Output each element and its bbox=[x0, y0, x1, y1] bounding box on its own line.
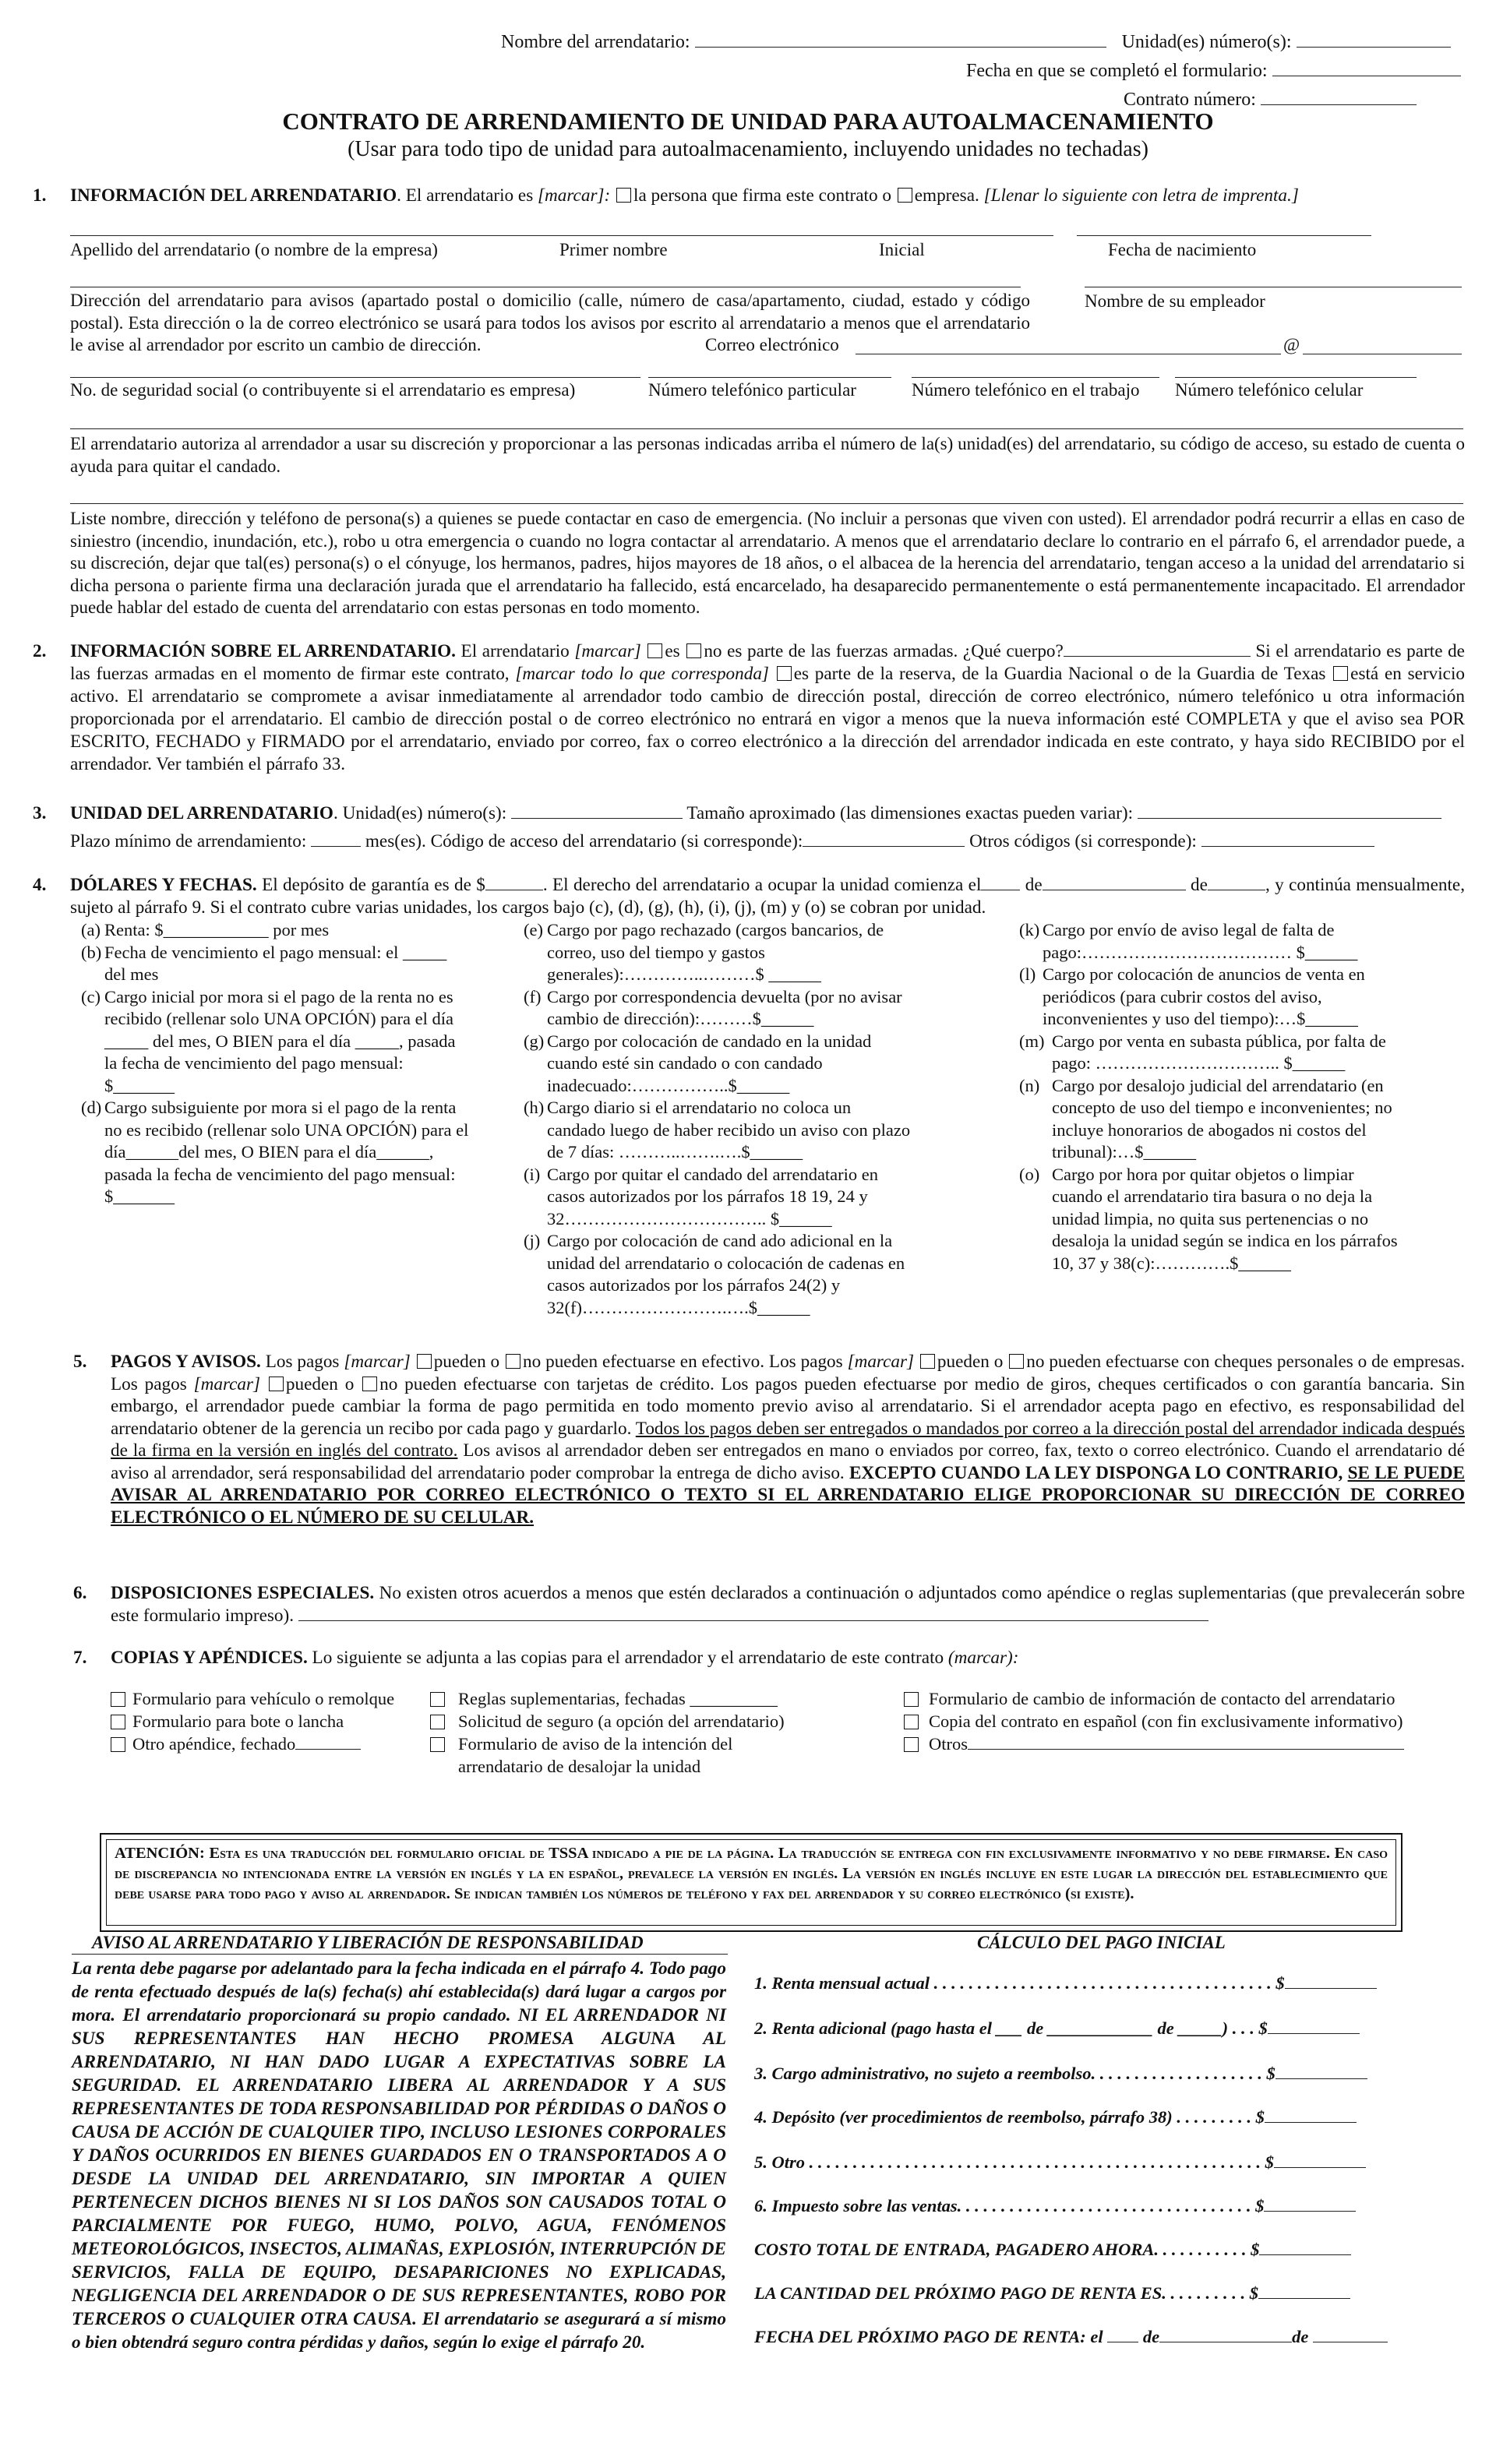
section-text: de bbox=[1191, 875, 1208, 895]
appendix-label: Copia del contrato en español (con fin exclusivamente informativo) bbox=[929, 1711, 1403, 1731]
section-text: El arrendatario se compromete a avisar inmediatamente al arrendador todo cambio de dirección postal, dirección de correo electrónico, número telefónico u otra información proporcionada por el arrendatario. El cambio de dirección postal o de correo electrónico no entrará en vigor a menos que la nueva información esté COMPLETA y que el aviso sea POR ESCRITO, FECHADO y FIRMADO por el arrendatario, enviado por correo, fax o correo electrónico a la dirección del arrendador indicada en este contrato, y haya sido RECIBIDO por el arrendador. Ver también el párrafo 33. bbox=[70, 686, 1465, 774]
appendix-label: Formulario para bote o lancha bbox=[132, 1711, 344, 1731]
min-term-label: Plazo mínimo de arrendamiento: bbox=[70, 831, 307, 851]
calc-row bbox=[754, 2061, 1432, 2084]
print-note: [Llenar lo siguiente con letra de imprenta.] bbox=[983, 185, 1299, 206]
cash-allowed-checkbox[interactable] bbox=[417, 1354, 432, 1369]
monthly-rent-amount-input[interactable] bbox=[1285, 1971, 1377, 1989]
other-amount-input[interactable] bbox=[1274, 2150, 1366, 2168]
payment-address-text: Todos los pagos deben ser entregados o mandados por correo a la dirección postal del arrendador indicada después de la firma en la versión en inglés del contrato. bbox=[111, 1418, 1465, 1461]
charge-item bbox=[81, 1097, 471, 1208]
item-key: (g) bbox=[524, 1031, 545, 1051]
section-text: Lo siguiente se adjunta a las copias para el arrendador y el arrendatario de este contrato bbox=[307, 1648, 948, 1668]
military-yes-checkbox[interactable] bbox=[647, 643, 662, 658]
charges-column-3 bbox=[1019, 919, 1409, 1274]
option-label: no pueden efectuarse con tarjetas de crédito. bbox=[379, 1373, 714, 1394]
unit-numbers-label: Unidad(es) número(s): bbox=[1121, 32, 1292, 52]
other-codes-label: Otros códigos (si corresponde): bbox=[969, 831, 1197, 851]
work-phone-line[interactable] bbox=[912, 377, 1159, 378]
section-number: 5. bbox=[73, 1352, 87, 1372]
boat-form-checkbox[interactable] bbox=[111, 1715, 125, 1729]
item-key: (c) bbox=[81, 986, 101, 1006]
item-text: Cargo subsiguiente por mora si el pago de la renta no es recibido (rellenar solo UNA OPCIÓN) para el día______del mes, O BIEN para el día______, pasada la fecha de vencimiento del pago mensual: $_______ bbox=[104, 1098, 469, 1206]
calc-row-label: LA CANTIDAD DEL PRÓXIMO PAGO DE RENTA ES. . . . . . . . . . $ bbox=[754, 2283, 1258, 2303]
appendix-column-2 bbox=[430, 1687, 820, 1778]
surname-label: Apellido del arrendatario (o nombre de la empresa) bbox=[70, 240, 438, 259]
item-key: (e) bbox=[524, 920, 543, 939]
employer-label: Nombre de su empleador bbox=[1085, 291, 1265, 311]
section-heading: DISPOSICIONES ESPECIALES. bbox=[111, 1583, 375, 1603]
option-label: la persona que firma este contrato o bbox=[633, 185, 891, 206]
charge-item bbox=[524, 1230, 913, 1319]
appendix-label: Formulario de aviso de la intención del arrendatario de desalojar la unidad bbox=[458, 1734, 733, 1776]
section-text: . El derecho del arrendatario a ocupar la unidad comienza el bbox=[542, 875, 982, 895]
tenant-name-input[interactable] bbox=[695, 30, 1106, 48]
appendix-label: Otros bbox=[929, 1734, 968, 1754]
charge-item bbox=[1019, 1164, 1409, 1275]
charge-item bbox=[524, 1097, 913, 1164]
spanish-copy-checkbox[interactable] bbox=[904, 1715, 919, 1729]
section-6 bbox=[73, 1582, 1466, 1627]
other-codes-input[interactable] bbox=[1201, 832, 1374, 847]
dob-line[interactable] bbox=[1077, 235, 1371, 236]
item-key: (o) bbox=[1019, 1164, 1040, 1184]
total-move-in-amount-input[interactable] bbox=[1259, 2237, 1351, 2255]
section-number: 7. bbox=[73, 1648, 87, 1668]
tenant-name-label: Nombre del arrendatario: bbox=[501, 32, 690, 52]
item-key: (a) bbox=[81, 920, 101, 939]
emergency-contacts-text: Liste nombre, dirección y teléfono de persona(s) a quienes se puede contactar en caso de emergencia. (No incluir a personas que viven con usted). El arrendador podrá recurrir a ellas en caso de siniestro (incendio, inundación, etc.), robo u otra emergencia o cuando no logra contactar al arrendatario. A menos que el arrendatario declare lo contrario en el párrafo 6, el arrendador puede, a su discreción, dejar que tal(es) persona(s) o el cónyuge, los hermanos, padres, hijos mayores de 18 años, o el albacea de la herencia del arrendatario, tengan acceso a la unidad del arrendatario si dicha persona o pariente firma una declaración jurada que el arrendatario ha fallecido, está encarcelado, ha desaparecido permanentemente o está permanentemente incapacitado. El arrendador puede hablar del estado de cuenta del arrendatario con estas personas en todo momento. bbox=[70, 509, 1465, 617]
item-key: (k) bbox=[1019, 920, 1040, 939]
charge-item bbox=[524, 1164, 913, 1231]
start-day-input[interactable] bbox=[981, 876, 1020, 890]
calc-row-label: 3. Cargo administrativo, no sujeto a reembolso. . . . . . . . . . . . . . . . . . . . $ bbox=[754, 2064, 1275, 2083]
calc-row bbox=[754, 2237, 1432, 2260]
ssn-label: No. de seguridad social (o contribuyente si el arrendatario es empresa) bbox=[70, 380, 576, 400]
item-key: (l) bbox=[1019, 964, 1036, 984]
calc-row-label: 4. Depósito (ver procedimientos de reembolso, párrafo 38) . . . . . . . . . $ bbox=[754, 2107, 1265, 2127]
mark-note: (marcar): bbox=[947, 1648, 1019, 1668]
charge-item bbox=[81, 986, 471, 1098]
calc-row bbox=[754, 2194, 1432, 2216]
section-text: El arrendatario bbox=[455, 641, 575, 661]
unit-size-input[interactable] bbox=[1138, 804, 1441, 819]
calc-row bbox=[754, 2150, 1432, 2173]
option-label: pueden o bbox=[937, 1352, 1004, 1372]
date-completed-row bbox=[966, 58, 1461, 82]
section-text: El depósito de garantía es de $ bbox=[256, 875, 485, 895]
calc-row bbox=[754, 1971, 1432, 1993]
sales-tax-amount-input[interactable] bbox=[1264, 2194, 1356, 2212]
option-label: no pueden efectuarse en efectivo. bbox=[523, 1352, 765, 1372]
mark-note: [marcar]: bbox=[538, 185, 611, 206]
item-text: Cargo por desalojo judicial del arrendatario (en concepto de uso del tiempo e inconvenientes; no incluye honorarios de abogados ni costos del tribunal):…$______ bbox=[1052, 1075, 1392, 1161]
initial-label: Inicial bbox=[879, 240, 925, 259]
item-key: (b) bbox=[81, 942, 102, 962]
checks-allowed-checkbox[interactable] bbox=[920, 1354, 935, 1369]
calc-row-label: 2. Renta adicional (pago hasta el ___ de ____________ de _____) . . . $ bbox=[754, 2018, 1268, 2038]
charge-item bbox=[81, 919, 471, 942]
section-number: 6. bbox=[73, 1583, 87, 1603]
authorized-persons-line[interactable] bbox=[70, 428, 1463, 429]
calc-row bbox=[754, 2016, 1432, 2039]
section-number: 4. bbox=[33, 875, 47, 895]
item-text: Cargo inicial por mora si el pago de la renta no es recibido (rellenar solo UNA OPCIÓN) para el día _____ del mes, O BIEN para el día _____, pasada la fecha de vencimiento del pago mensual: $_______ bbox=[104, 986, 456, 1095]
calc-row-label: FECHA DEL PRÓXIMO PAGO DE RENTA: bbox=[754, 2327, 1086, 2346]
mark-note: [marcar] bbox=[847, 1352, 915, 1372]
section-text: Los pagos pueden efectuarse por medio de giros, cheques certificados o con garantía bancaria. Sin embargo, el arrendador puede cambiar la forma de pago permitida en todo momento previo aviso al arrendatario. Si el arrendador acepta pago en efectivo, es responsabilidad del arrendatario obtener de la gerencia un recibo por cada pago y guardarlo. bbox=[111, 1373, 1465, 1439]
deposit-input[interactable] bbox=[485, 876, 543, 890]
item-key: (d) bbox=[81, 1098, 102, 1117]
option-label: pueden o bbox=[285, 1373, 355, 1394]
other-appendix-date-input[interactable] bbox=[295, 1735, 361, 1750]
date-completed-input[interactable] bbox=[1272, 58, 1461, 76]
ssn-line[interactable] bbox=[70, 377, 640, 378]
start-month-input[interactable] bbox=[1043, 876, 1186, 890]
military-branch-input[interactable] bbox=[1064, 642, 1251, 657]
option-label: pueden o bbox=[433, 1352, 500, 1372]
item-text: Cargo por colocación de anuncios de venta en periódicos (para cubrir costos del aviso, inconvenientes y uso del tiempo):…$______ bbox=[1043, 964, 1365, 1028]
admin-fee-amount-input[interactable] bbox=[1275, 2061, 1367, 2079]
cell-phone-line[interactable] bbox=[1175, 377, 1417, 378]
item-key: (i) bbox=[524, 1164, 541, 1184]
address-label: Dirección del arrendatario para avisos (apartado postal o domicilio (calle, número de casa/apartamento, ciudad, estado y código postal). Esta dirección o la de correo electrónico se usará para todos los avisos por escrito al arrendatario a menos que el arrendatario le avise al arrendador por escrito un cambio de dirección. bbox=[70, 291, 1030, 354]
mark-note: [marcar todo lo que corresponda] bbox=[515, 664, 769, 684]
appendix-label: Otro apéndice, fechado bbox=[132, 1734, 296, 1754]
others-checkbox[interactable] bbox=[904, 1737, 919, 1752]
appendix-column-1 bbox=[111, 1687, 415, 1755]
appendix-label: Formulario de cambio de información de contacto del arrendatario bbox=[929, 1689, 1395, 1708]
item-text: Fecha de vencimiento el pago mensual: el _____ del mes bbox=[104, 942, 447, 984]
reserve-checkbox[interactable] bbox=[777, 666, 792, 681]
section-text: , y continúa mensualmente, sujeto al párrafo 9. Si el contrato cubre varias unidades, los cargos bajo (c), (d), (g), (h), (i), (j), (m) y (o) se cobran por unidad. bbox=[70, 875, 1465, 918]
access-code-label: Código de acceso del arrendatario (si corresponde): bbox=[430, 831, 803, 851]
home-phone-line[interactable] bbox=[648, 377, 891, 378]
section-3 bbox=[33, 802, 1465, 825]
charges-column-2 bbox=[524, 919, 913, 1319]
charge-item bbox=[524, 986, 913, 1031]
move-out-notice-checkbox[interactable] bbox=[430, 1737, 445, 1752]
units-label: . Unidad(es) número(s): bbox=[333, 803, 507, 823]
option-label: está en servicio activo. bbox=[70, 664, 1466, 707]
contact-change-form-checkbox[interactable] bbox=[904, 1692, 919, 1707]
section-text: Los pagos bbox=[111, 1373, 194, 1394]
others-input[interactable] bbox=[968, 1735, 1404, 1750]
start-year-input[interactable] bbox=[1208, 876, 1265, 890]
contract-number-label: Contrato número: bbox=[1124, 90, 1256, 110]
item-text: Cargo por colocación de candado en la unidad cuando esté sin candado o con candado inadecuado:……………..$______ bbox=[547, 1031, 872, 1095]
form-title: CONTRATO DE ARRENDAMIENTO DE UNIDAD PARA AUTOALMACENAMIENTO bbox=[282, 108, 1214, 135]
section-text: Los avisos al arrendador deben ser entregados en mano o enviados por correo, fax, texto o correo electrónico. Cuando el arrendatario dé aviso al arrendador, será responsabilidad del arrendatario poder comprobar la entrega de dicho aviso. bbox=[111, 1440, 1465, 1483]
deposit-amount-input[interactable] bbox=[1265, 2105, 1357, 2123]
section-text: parte de las fuerzas armadas. ¿Qué cuerpo? bbox=[742, 641, 1064, 661]
emergency-contacts-line[interactable] bbox=[70, 503, 1463, 504]
electronic-notice-text: SE LE PUEDE AVISAR AL ARRENDATARIO POR CORREO ELECTRÓNICO O TEXTO SI EL ARRENDATARIO ELIGE PROPORCIONAR SU DIRECCIÓN DE CORREO ELECTRÓNICO O EL NÚMERO DE SU CELULAR. bbox=[111, 1462, 1465, 1528]
item-key: (h) bbox=[524, 1098, 545, 1117]
vehicle-form-checkbox[interactable] bbox=[111, 1692, 125, 1707]
cash-not-allowed-checkbox[interactable] bbox=[506, 1354, 520, 1369]
min-term-input[interactable] bbox=[311, 832, 361, 847]
months-label: mes(es). bbox=[365, 831, 426, 851]
date-completed-label: Fecha en que se completó el formulario: bbox=[966, 61, 1268, 81]
appendix-label: Solicitud de seguro (a opción del arrendatario) bbox=[458, 1711, 785, 1731]
calc-row-label: 6. Impuesto sobre las ventas. . . . . . . . . . . . . . . . . . . . . . . . . . . . . . . . . . $ bbox=[754, 2196, 1265, 2215]
option-label: es parte de la reserva, de la Guardia Nacional o de la Guardia de Texas bbox=[793, 664, 1326, 684]
charge-item bbox=[524, 919, 913, 986]
next-rent-month-input[interactable] bbox=[1159, 2325, 1292, 2342]
first-name-label: Primer nombre bbox=[559, 240, 668, 259]
charge-item bbox=[1019, 964, 1409, 1031]
military-no-checkbox[interactable] bbox=[686, 643, 701, 658]
calc-heading: CÁLCULO DEL PAGO INICIAL bbox=[977, 1933, 1226, 1952]
section-text: Si el arrendatario es parte de las fuerzas armadas en el momento de firmar este contrato, bbox=[70, 641, 1465, 684]
section-heading: UNIDAD DEL ARRENDATARIO bbox=[70, 803, 333, 823]
option-label: es bbox=[665, 641, 680, 661]
section-heading: DÓLARES Y FECHAS. bbox=[70, 875, 257, 895]
charge-item bbox=[1019, 1075, 1409, 1164]
charge-item bbox=[81, 942, 471, 986]
dob-label: Fecha de nacimiento bbox=[1108, 240, 1257, 259]
calc-row bbox=[754, 2281, 1432, 2304]
calc-row-label: 1. Renta mensual actual . . . . . . . . . . . . . . . . . . . . . . . . . . . . . . . . . . . . . . . $ bbox=[754, 1973, 1285, 1993]
next-rent-day-input[interactable] bbox=[1107, 2325, 1138, 2342]
section-text: . El arrendatario es bbox=[397, 185, 534, 206]
release-heading-rule bbox=[72, 1954, 728, 1955]
unit-numbers-input[interactable] bbox=[1297, 30, 1451, 48]
mark-note: [marcar] bbox=[344, 1352, 411, 1372]
section-text: No existen otros acuerdos a menos que estén declarados a continuación o adjuntados como apéndice o reglas suplementarias (que prevalecerán sobre este formulario impreso). bbox=[111, 1583, 1466, 1626]
calc-row-label: el bbox=[1090, 2327, 1103, 2346]
item-text: Cargo por venta en subasta pública, por falta de pago: ………………………….. $______ bbox=[1052, 1031, 1386, 1073]
translation-notice-box bbox=[100, 1833, 1402, 1932]
item-key: (j) bbox=[524, 1231, 541, 1250]
mark-note: [marcar] bbox=[193, 1373, 261, 1394]
item-text: Cargo por correspondencia devuelta (por no avisar cambio de dirección):………$______ bbox=[547, 986, 902, 1028]
section-4-intro bbox=[33, 874, 1465, 919]
calc-row-label: 5. Otro . . . . . . . . . . . . . . . . . . . . . . . . . . . . . . . . . . . . . . . . . . . . . . . . . . . . $ bbox=[754, 2152, 1274, 2172]
appendix-label: Reglas suplementarias, fechadas __________ bbox=[458, 1689, 778, 1708]
section-heading: INFORMACIÓN SOBRE EL ARRENDATARIO. bbox=[70, 641, 456, 661]
option-label: no pueden efectuarse con cheques personales o de empresas. bbox=[1026, 1352, 1465, 1372]
cards-allowed-checkbox[interactable] bbox=[269, 1377, 284, 1391]
section-text: Los pagos bbox=[260, 1352, 344, 1372]
unit-number-input[interactable] bbox=[511, 804, 683, 819]
next-rent-year-input[interactable] bbox=[1313, 2325, 1388, 2342]
next-rent-amount-input[interactable] bbox=[1258, 2281, 1350, 2299]
appendix-column-3 bbox=[904, 1687, 1410, 1755]
section-1-intro bbox=[33, 185, 1465, 207]
item-text: Cargo por hora por quitar objetos o limpiar cuando el arrendatario tira basura o no deja la unidad limpia, no quita sus pertenencias o no desaloja la unidad según se indica en los párrafos 10, 37 y 38(c):………….$______ bbox=[1052, 1164, 1398, 1273]
item-text: Renta: $____________ por mes bbox=[104, 920, 330, 939]
contract-number-input[interactable] bbox=[1261, 87, 1417, 105]
tenant-name-field-row bbox=[501, 30, 1451, 53]
section-heading: PAGOS Y AVISOS. bbox=[111, 1352, 261, 1372]
section-number: 2. bbox=[33, 641, 47, 661]
section-number: 1. bbox=[33, 185, 47, 206]
section-3-row-2 bbox=[70, 830, 1465, 853]
section-heading: INFORMACIÓN DEL ARRENDATARIO bbox=[70, 185, 397, 206]
item-key: (m) bbox=[1019, 1031, 1045, 1051]
authorization-text: El arrendatario autoriza al arrendador a usar su discreción y proporcionar a las personas indicadas arriba el número de la(s) unidad(es) del arrendatario, su código de acceso, su estado de cuenta o ayuda para quitar el candado. bbox=[70, 434, 1465, 476]
item-text: Cargo por quitar el candado del arrendatario en casos autorizados por los párrafos 18 19, 24 y 32…………………………….. $______ bbox=[547, 1164, 879, 1228]
section-text: de bbox=[1025, 875, 1043, 895]
form-subtitle: (Usar para todo tipo de unidad para autoalmacenamiento, incluyendo unidades no techadas) bbox=[348, 137, 1148, 161]
insurance-application-checkbox[interactable] bbox=[430, 1715, 445, 1729]
additional-rent-amount-input[interactable] bbox=[1268, 2016, 1360, 2034]
appendix-label: Formulario para vehículo o remolque bbox=[132, 1689, 395, 1708]
item-key: (n) bbox=[1019, 1075, 1040, 1095]
access-code-input[interactable] bbox=[803, 832, 965, 847]
release-of-liability-text: La renta debe pagarse por adelantado para la fecha indicada en el párrafo 4. Todo pago de renta efectuado después de la(s) fecha(s) ahí establecida(s) dará lugar a cargos por mora. El arrendatario proporcionará su propio candado. NI EL ARRENDADOR NI SUS REPRESENTANTES HAN HECHO PROMESA ALGUNA AL ARRENDATARIO, NI HAN DADO LUGAR A EXPECTATIVAS SOBRE LA SEGURIDAD. EL ARRENDATARIO LIBERA AL ARRENDADOR Y A SUS REPRESENTANTES DE TODA RESPONSABILIDAD POR PÉRDIDAS O DAÑOS O CAUSA DE ACCIÓN DE CUALQUIER TIPO, INCLUSO LESIONES CORPORALES Y DAÑOS OCURRIDOS EN BIENES GUARDADOS EN O TRANSPORTADOS A O DESDE LA UNIDAD DEL ARRENDATARIO, SIN IMPORTAR A QUIEN PERTENECEN DICHOS BIENES NI SI LOS DAÑOS SON CAUSADOS TOTAL O PARCIALMENTE POR FUEGO, HUMO, POLVO, AGUA, FENÓMENOS METEOROLÓGICOS, INSECTOS, ALIMAÑAS, EXPLOSIÓN, INTERRUPCIÓN DE SERVICIOS, FALLA DE EQUIPO, DESAPARICIONES NO EXPLICADAS, NEGLIGENCIA DEL ARRENDADOR O DE SUS REPRESENTANTES, ROBO POR TERCEROS O CUALQUIER OTRA CAUSA. El arrendatario se asegurará a sí mismo o bien obtendrá seguro contra pérdidas y daños, según lo exige el párrafo 20. bbox=[72, 1958, 726, 2353]
except-law-text: EXCEPTO CUANDO LA LEY DISPONGA LO CONTRARIO, bbox=[849, 1462, 1348, 1483]
section-7 bbox=[73, 1647, 1465, 1669]
mark-note: [marcar] bbox=[574, 641, 641, 661]
calc-row-label: de bbox=[1142, 2327, 1160, 2346]
next-rent-date-row bbox=[754, 2325, 1432, 2347]
item-text: Cargo por envío de aviso legal de falta de pago:……………………………… $______ bbox=[1043, 920, 1358, 962]
charge-item bbox=[1019, 1031, 1409, 1075]
tenant-is-company-checkbox[interactable] bbox=[898, 188, 912, 203]
charges-column-1 bbox=[81, 919, 471, 1208]
section-text: Los pagos bbox=[764, 1352, 848, 1372]
special-provisions-input[interactable] bbox=[298, 1606, 1208, 1621]
notice-label: ATENCIÓN: bbox=[115, 1845, 205, 1862]
surname-line[interactable] bbox=[70, 235, 1053, 236]
charge-item bbox=[1019, 919, 1409, 964]
active-duty-checkbox[interactable] bbox=[1333, 666, 1348, 681]
translation-notice bbox=[106, 1839, 1396, 1926]
cell-phone-label: Número telefónico celular bbox=[1175, 380, 1364, 400]
tenant-is-person-checkbox[interactable] bbox=[616, 188, 631, 203]
item-text: Cargo por colocación de cand ado adicional en la unidad del arrendatario o colocación de cadenas en casos autorizados por los párrafos 24(2) y 32(f)…………………….….$______ bbox=[547, 1231, 905, 1317]
email-at-sign: @ bbox=[1283, 335, 1300, 354]
calc-row-label: COSTO TOTAL DE ENTRADA, PAGADERO AHORA. . . . . . . . . . . $ bbox=[754, 2240, 1260, 2259]
section-number: 3. bbox=[33, 803, 47, 823]
section-2 bbox=[33, 640, 1466, 776]
cards-not-allowed-checkbox[interactable] bbox=[362, 1377, 377, 1391]
work-phone-label: Número telefónico en el trabajo bbox=[912, 380, 1140, 400]
release-heading: AVISO AL ARRENDATARIO Y LIBERACIÓN DE RESPONSABILIDAD bbox=[92, 1933, 644, 1952]
home-phone-label: Número telefónico particular bbox=[648, 380, 856, 400]
charge-item bbox=[524, 1031, 913, 1098]
checks-not-allowed-checkbox[interactable] bbox=[1009, 1354, 1024, 1369]
size-label: Tamaño aproximado (las dimensiones exactas pueden variar): bbox=[686, 803, 1134, 823]
other-appendix-checkbox[interactable] bbox=[111, 1737, 125, 1752]
supplemental-rules-checkbox[interactable] bbox=[430, 1692, 445, 1707]
option-label: no es bbox=[704, 641, 743, 661]
notice-text: Esta es una traducción del formulario oficial de TSSA indicado a pie de la página. La traducción se entrega con fin exclusivamente informativo y no debe firmarse. En caso de discrepancia no intencionada entre la versión en inglés y la en español, prevalece la versión en inglés. La versión en inglés incluye en este lugar la dirección del establecimiento que debe usarse para todo pago y aviso al arrendador. Se indican también los números de teléfono y fax del arrendador y su correo electrónico (si existe). bbox=[115, 1845, 1388, 1902]
calc-row-label: de bbox=[1292, 2327, 1309, 2346]
option-label: empresa. bbox=[914, 185, 979, 206]
item-text: Cargo diario si el arrendatario no coloca un candado luego de haber recibido un aviso con plazo de 7 días: ………..…….….$______ bbox=[547, 1098, 911, 1161]
section-5 bbox=[73, 1351, 1465, 1528]
item-key: (f) bbox=[524, 986, 542, 1006]
email-label: Correo electrónico bbox=[705, 335, 839, 354]
section-heading: COPIAS Y APÉNDICES. bbox=[111, 1648, 308, 1668]
item-text: Cargo por pago rechazado (cargos bancarios, de correo, uso del tiempo y gastos generales):…………..………$ ______ bbox=[547, 920, 884, 984]
calc-row bbox=[754, 2105, 1432, 2127]
